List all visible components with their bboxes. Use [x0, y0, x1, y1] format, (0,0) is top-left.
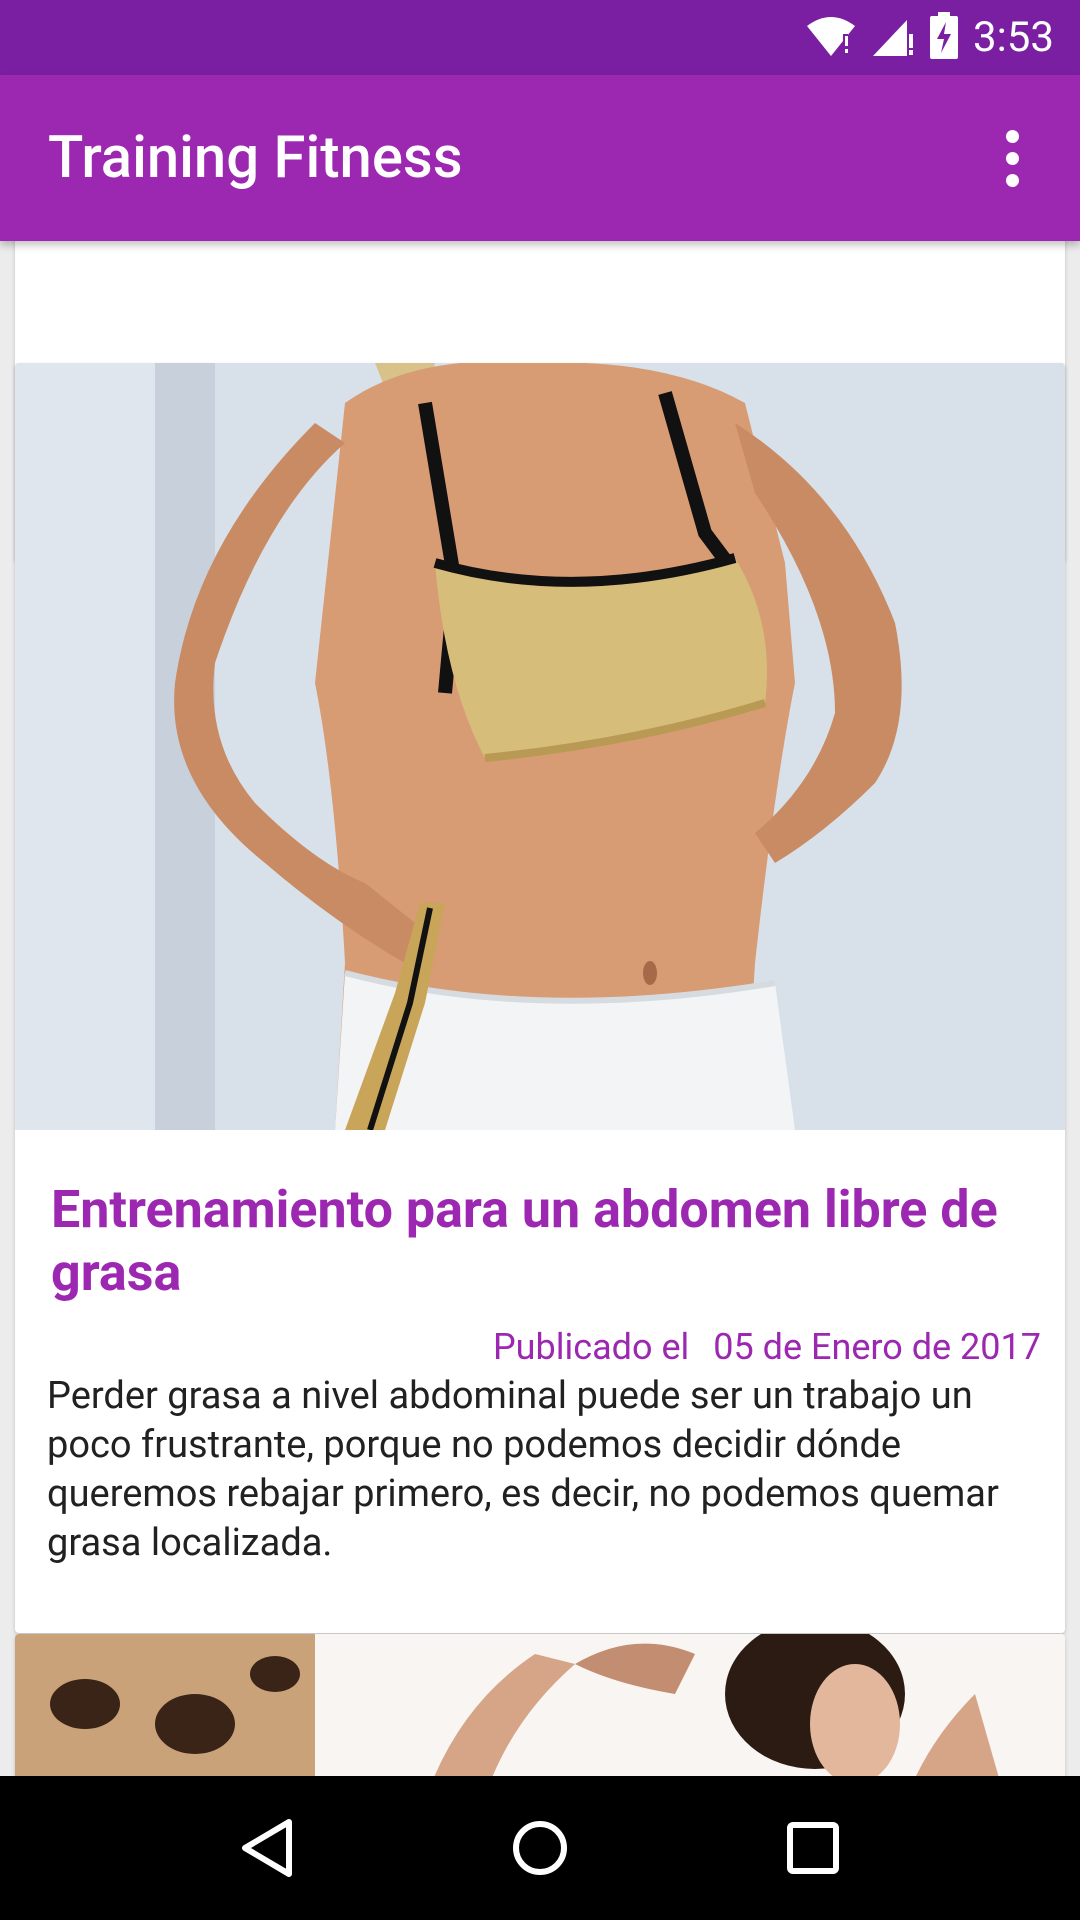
article-list[interactable] — [0, 241, 1080, 1776]
more-vert-icon[interactable] — [992, 123, 1032, 193]
article-image — [15, 363, 1065, 1130]
published-date: 05 de Enero de 2017 — [713, 1326, 1041, 1368]
article-date — [51, 1326, 1041, 1368]
article-description: Perder grasa a nivel abdominal puede ser un trabajo un poco frustrante, porque no podemos decidir dónde queremos rebajar primero, es decir, no podemos quemar grasa localizada. — [47, 1374, 999, 1565]
app-title: Training Fitness — [48, 124, 463, 192]
back-icon[interactable] — [212, 1793, 322, 1903]
published-label: Publicado el — [492, 1326, 690, 1368]
app-bar — [0, 75, 1080, 241]
status-time: 3:53 — [973, 13, 1054, 62]
navigation-bar — [0, 1776, 1080, 1920]
wifi-icon — [805, 14, 857, 62]
home-icon[interactable] — [485, 1793, 595, 1903]
article-card[interactable] — [15, 1634, 1065, 1776]
article-title[interactable]: Entrenamiento para un abdomen libre de grasa — [51, 1179, 998, 1303]
status-bar — [0, 0, 1080, 75]
battery-charging-icon — [929, 12, 959, 64]
signal-icon — [871, 14, 915, 62]
recents-icon[interactable] — [758, 1793, 868, 1903]
article-image — [15, 1634, 1065, 1776]
article-card[interactable] — [15, 363, 1065, 1633]
